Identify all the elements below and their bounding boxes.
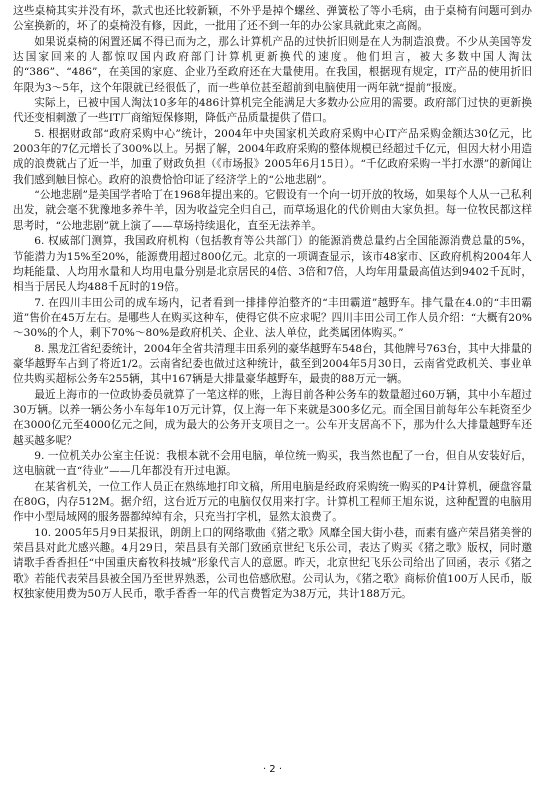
paragraph-4: 5. 根据财政部“政府采购中心”统计，2004年中央国家机关政府采购中心IT产品采购金额达30亿元，比2003年的7亿元增长了300%以上。另据了解，2004年政府采购的整体规模已经超过千亿元，但因大材小用造成的浪费就占了近一半，加重了财政负担（《市场报》2005年6月15日）。“千亿政府采购一半打水漂”的新闻让我们感到触目惊心。政府的浪费恰恰印证了经济学上的“公地悲剧”。 xyxy=(13,127,532,186)
paragraph-11: 在某省机关，一位工作人员正在熟练地打印文稿，所用电脑是经政府采购统一购买的P4计算机，硬盘容量在80G，内存512M。据介绍，这台近万元的电脑仅仅用来打字。计算机工程师王旭东说，这种配置的电脑用作中小型局域网的服务器都绰绰有余，只充当打字机，显然太浪费了。 xyxy=(13,480,532,524)
paragraph-6: 6. 权威部门测算，我国政府机构（包括教育等公共部门）的能源消费总量约占全国能源消费总量的5%，节能潜力为15%至20%，能源费用超过800亿元。北京的一项调查显示，该市48家市、区政府机构2004年人均耗能量、人均用水量和人均用电量分别是北京居民的4倍、3倍和7倍，人均年用量最高值达到9402千瓦时，相当于居民人均488千瓦时的19倍。 xyxy=(13,235,532,294)
paragraph-9: 最近上海市的一位政协委员就算了一笔这样的账，上海目前各种公务车的数量超过60万辆，其中小车超过30万辆。以养一辆公务小车每年10万元计算，仅上海一年下来就是300多亿元。而全国目前每年公车耗资至少在3000亿元至4000亿元之间，成为最大的公务开支项目之一。公车开支居高不下，那为什么大排量越野车还越买越多呢？ xyxy=(13,388,532,447)
paragraph-8: 8. 黑龙江省纪委统计，2004年全省共清理丰田系列的豪华越野车548台，其他牌号763台，其中大排量的豪华越野车占到了将近1/2。云南省纪委也做过这种统计，截至到2004年5月30日，云南省党政机关、事业单位共购买超标公务车255辆，其中167辆是大排量豪华越野车，最贵的88万元一辆。 xyxy=(13,342,532,386)
page-number: · 2 · xyxy=(262,764,283,775)
paragraph-3: 实际上，已被中国人淘汰10多年的486计算机完全能满足大多数办公应用的需要。政府部门过快的更新换代还变相刺激了一些IT厂商缩短保修期，降低产品质量提供了借口。 xyxy=(13,97,532,125)
paragraph-1: 这些桌椅其实并没有坏，款式也还比较新颖，不外乎是掉个螺丝、弹簧松了等小毛病，由于桌椅有问题可到办公室换新的，坏了的桌椅没有修，因此，一批用了还不到一年的办公家具就此束之高阁。 xyxy=(13,5,532,33)
paragraph-2: 如果说桌椅的闲置还属不得已而为之，那么计算机产品的过快折旧则是在人为制造浪费。不少从美国等发达国家回来的人都惊叹国内政府部门计算机更新换代的速度。他们坦言，被大多数中国人淘汰的“386”、“486”，在美国的家庭、企业乃至政府还在大量使用。在我国，根据现有规定，IT产品的使用折旧年限为3～5年，这个年限就已经很低了，而一些单位甚至超前到电脑使用一两年就“提前”报废。 xyxy=(13,35,532,94)
paragraph-5: “公地悲剧”是美国学者哈丁在1968年提出来的。它假设有一个向一切开放的牧场，如果每个人从一己私利出发，就会毫不犹豫地多养牛羊，因为收益完全归自己，而草场退化的代价则由大家负担。每一位牧民都这样思考时，“公地悲剧”就上演了——草场持续退化，直至无法养羊。 xyxy=(13,189,532,232)
paragraph-12: 10. 2005年5月9日某报讯，朗朗上口的网络歌曲《猪之歌》风靡全国大街小巷，而素有盛产荣昌猪美誉的荣昌县对此尤感兴趣。4月29日，荣昌县有关部门致函京世纪飞乐公司，表达了购买《猪之歌》版权，同时邀请歌手香香担任“中国重庆畜牧科技城”形象代言人的意愿。昨天，北京世纪飞乐公司给出了回函，表示《猪之歌》若能代表荣昌县被全国乃至世界熟悉，公司也倍感欣慰。公司认为，《猪之歌》商标价值100万人民币，版权独家使用费为50万人民币，歌手香香一年的代言费暂定为38万元，共计188万元。 xyxy=(13,526,532,601)
paragraph-7: 7. 在四川丰田公司的成车场内，记者看到一排排停泊整齐的“丰田霸道”越野车。排气量在4.0的“丰田霸道”售价在45万左右。是哪些人在购买这种车，使得它供不应求呢？四川丰田公司工作人员介绍：“大概有20%～30%的个人，剩下70%～80%是政府机关、企业、法人单位，此类属团体购买。” xyxy=(13,296,532,340)
paragraph-10: 9. 一位机关办公室主任说：我根本就不会用电脑，单位统一购买，我当然也配了一台，但自从安装好后，这电脑就一直“待业”——几年都没有开过电源。 xyxy=(13,449,532,478)
